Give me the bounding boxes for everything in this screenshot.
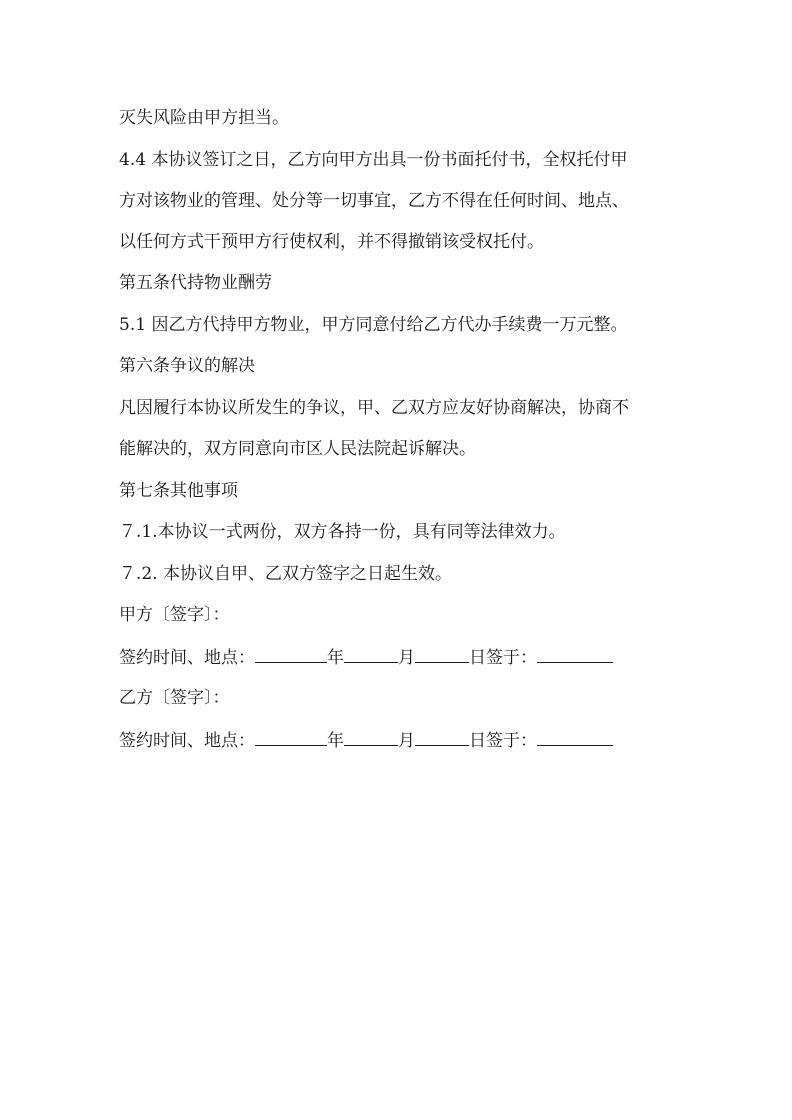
- place-blank: [537, 725, 613, 746]
- time-place-label: 签约时间、地点：: [119, 648, 255, 668]
- text-line-7-2: ７.2. 本协议自甲、乙双方签字之日起生效。: [119, 564, 453, 584]
- time-place-label: 签约时间、地点：: [119, 731, 255, 751]
- year-blank: [255, 725, 327, 746]
- text-line-6-2: 能解决的，双方同意向市区人民法院起诉解决。: [119, 439, 476, 459]
- day-signed-at-label: 日签于：: [469, 648, 537, 668]
- year-label: 年: [327, 731, 344, 751]
- month-label: 月: [398, 648, 415, 668]
- month-blank: [344, 642, 398, 663]
- section-heading-7: 第七条其他事项: [119, 481, 238, 501]
- month-blank: [344, 725, 398, 746]
- text-line-5-1: 5.1 因乙方代持甲方物业，甲方同意付给乙方代办手续费一万元整。: [119, 315, 628, 335]
- section-heading-5: 第五条代持物业酬劳: [119, 273, 272, 293]
- party-a-signature-label: 甲方〔签字〕：: [119, 605, 230, 625]
- year-label: 年: [327, 648, 344, 668]
- month-label: 月: [398, 731, 415, 751]
- party-a-signing-line: [119, 642, 613, 672]
- day-signed-at-label: 日签于：: [469, 731, 537, 751]
- text-line-1: 灭失风险由甲方担当。: [119, 108, 289, 128]
- text-line-7-1: ７.1.本协议一式两份，双方各持一份，具有同等法律效力。: [119, 522, 566, 542]
- party-b-signing-line: [119, 725, 613, 755]
- text-line-6-1: 凡因履行本协议所发生的争议，甲、乙双方应友好协商解决，协商不: [119, 398, 629, 418]
- year-blank: [255, 642, 327, 663]
- text-line-2: 4.4 本协议签订之日，乙方向甲方出具一份书面托付书，全权托付甲: [119, 150, 628, 170]
- day-blank: [415, 642, 469, 663]
- text-line-3: 方对该物业的管理、处分等一切事宜，乙方不得在任何时间、地点、: [119, 191, 629, 211]
- day-blank: [415, 725, 469, 746]
- section-heading-6: 第六条争议的解决: [119, 356, 255, 376]
- place-blank: [537, 642, 613, 663]
- party-b-signature-label: 乙方〔签字〕：: [119, 688, 230, 708]
- text-line-4: 以任何方式干预甲方行使权利，并不得撤销该受权托付。: [119, 232, 544, 252]
